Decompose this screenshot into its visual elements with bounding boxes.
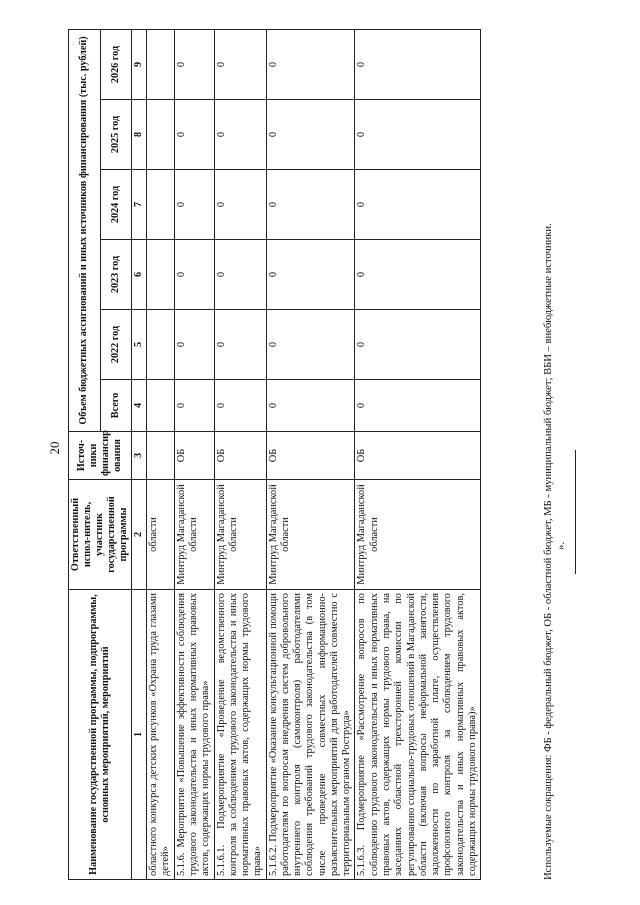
row-source: ОБ: [174, 432, 214, 480]
row-value: 0: [266, 240, 355, 310]
column-number: 2: [132, 480, 147, 590]
row-value: 0: [266, 310, 355, 380]
row-value: 0: [174, 29, 214, 99]
row-value: 0: [214, 310, 266, 380]
row-value: [147, 100, 175, 170]
row-value: 0: [355, 240, 481, 310]
column-number: 9: [132, 29, 147, 99]
table-row: [355, 29, 481, 879]
row-executor: Минтруд Магаданской области: [174, 480, 214, 590]
row-source: ОБ: [266, 432, 355, 480]
header-total: Всего: [100, 380, 132, 432]
table-row: [214, 29, 266, 879]
row-executor: области: [147, 480, 175, 590]
row-value: 0: [174, 310, 214, 380]
row-value: 0: [266, 29, 355, 99]
header-year: 2025 год: [100, 100, 132, 170]
row-value: 0: [355, 29, 481, 99]
row-source: ОБ: [355, 432, 481, 480]
row-name: 5.1.6.1. Подмероприятие «Проведение ведомственного контроля за соблюдением трудового законодательства и иных нормативных правовых актов, содержащих нормы трудового права»: [214, 590, 266, 880]
table-row: [266, 29, 355, 879]
row-value: 0: [214, 100, 266, 170]
header-executor: Ответственный испол-нитель, участник государственной программы: [69, 480, 132, 590]
row-name: областного конкурса детских рисунков «Охрана труда глазами детей»: [147, 590, 175, 880]
header-year: 2024 год: [100, 170, 132, 240]
row-value: 0: [214, 29, 266, 99]
column-number: 1: [132, 590, 147, 880]
row-value: 0: [266, 100, 355, 170]
budget-table: [68, 29, 481, 880]
row-value: [147, 29, 175, 99]
page-number: 20: [47, 441, 62, 455]
header-name: Наименование государственной программы, подпрограммы, основных мероприятий, мероприятий: [69, 590, 132, 880]
row-value: 0: [214, 170, 266, 240]
row-executor: Минтруд Магаданской области: [214, 480, 266, 590]
closing-quote: ».: [555, 541, 567, 550]
abbreviations-note: Используемые сокращения: ФБ - федеральный бюджет, ОБ - областной бюджет, МБ - муниципальный бюджет; ВБИ – внебюджетные источники.: [543, 223, 554, 880]
column-number: 8: [132, 100, 147, 170]
header-source: Источ-ники финансир ования: [69, 432, 132, 480]
column-number: 7: [132, 170, 147, 240]
table-row: [147, 29, 175, 879]
row-value: [147, 240, 175, 310]
row-value: 0: [355, 100, 481, 170]
landscape-page: [68, 20, 588, 890]
header-year: 2022 год: [100, 310, 132, 380]
header-volume: Объем бюджетных ассигнований и иных источников финансирования (тыс. рублей): [69, 29, 101, 431]
row-value: 0: [174, 100, 214, 170]
row-name: 5.1.6. Мероприятие «Повышение эффективности соблюдения трудового законодательства и иных нормативных правовых актов, содержащих нормы трудового права»: [174, 590, 214, 880]
row-value: 0: [355, 380, 481, 432]
row-value: 0: [214, 380, 266, 432]
column-number: 3: [132, 432, 147, 480]
row-value: 0: [214, 240, 266, 310]
row-value: 0: [266, 380, 355, 432]
header-year: 2026 год: [100, 29, 132, 99]
row-value: [147, 170, 175, 240]
row-value: 0: [355, 310, 481, 380]
column-number: 4: [132, 380, 147, 432]
row-value: 0: [174, 170, 214, 240]
row-value: [147, 310, 175, 380]
row-executor: Минтруд Магаданской области: [266, 480, 355, 590]
row-source: ОБ: [214, 432, 266, 480]
row-name: 5.1.6.2. Подмероприятие «Оказание консультационной помощи работодателям по вопросам внедрения систем добровольного внутреннего контроля (самоконтроля) работодателями соблюдения требований трудового законодательства (в том числе проведение совместных информационно-разъяснительных мероприятий для работодателей совместно с территориальным органом Роструда»: [266, 590, 355, 880]
row-value: 0: [174, 240, 214, 310]
header-year: 2023 год: [100, 240, 132, 310]
row-name: 5.1.6.3. Подмероприятие «Рассмотрение вопросов по соблюдению трудового законодательства и иных нормативных правовых актов, содержащих нормы трудового права, на заседаниях областной трехсторонней комиссии по регулированию социально-трудовых отношений в Магаданской области (включая вопросы неформальной занятости, задолженности по заработной плате, осуществления профсоюзного контроля за соблюдением трудового законодательства и иных нормативных правовых актов, содержащих нормы трудового права)»: [355, 590, 481, 880]
column-number: 5: [132, 310, 147, 380]
row-value: [147, 380, 175, 432]
row-source: [147, 432, 175, 480]
row-value: 0: [174, 380, 214, 432]
row-value: 0: [266, 170, 355, 240]
closing-line: [575, 450, 576, 574]
column-number: 6: [132, 240, 147, 310]
table-row: [174, 29, 214, 879]
row-value: 0: [355, 170, 481, 240]
row-executor: Минтруд Магаданской области: [355, 480, 481, 590]
